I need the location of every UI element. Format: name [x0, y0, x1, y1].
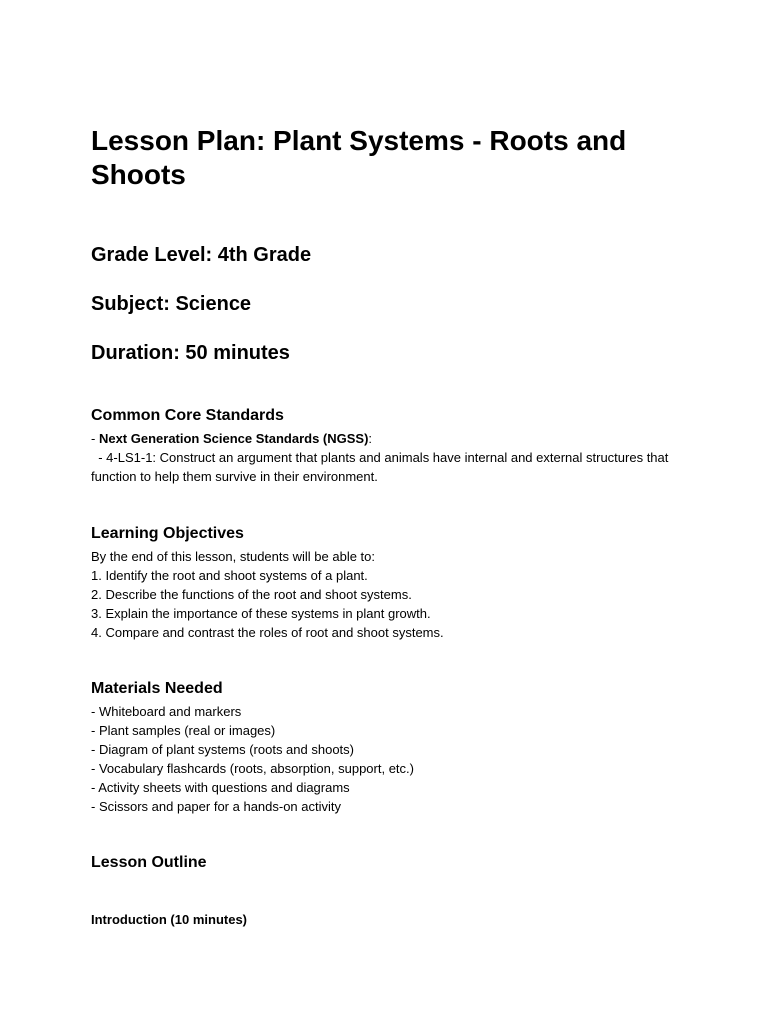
list-item: 4. Compare and contrast the roles of root and shoot systems.: [91, 625, 444, 640]
objectives-intro: By the end of this lesson, students will be able to:: [91, 549, 376, 564]
standards-name: Next Generation Science Standards (NGSS): [98, 431, 369, 446]
bullet-prefix: -: [91, 431, 99, 446]
list-item: - Scissors and paper for a hands-on activity: [91, 799, 342, 814]
list-item: - Plant samples (real or images): [91, 723, 276, 738]
standards-detail: - 4-LS1-1: Construct an argument that plants and animals have internal and external structures that function to help them survive in their environment.: [91, 450, 673, 484]
list-item: 1. Identify the root and shoot systems of a plant.: [91, 568, 368, 583]
materials-list: [91, 702, 691, 816]
subject: Subject: Science: [91, 293, 252, 315]
bullet-suffix: :: [368, 431, 373, 446]
grade-level: Grade Level: 4th Grade: [91, 244, 312, 266]
duration: Duration: 50 minutes: [91, 342, 290, 364]
standards-bullet: [91, 429, 691, 448]
list-item: 2. Describe the functions of the root and shoot systems.: [91, 587, 412, 602]
list-item: 3. Explain the importance of these systems in plant growth.: [91, 606, 431, 621]
list-item: - Vocabulary flashcards (roots, absorption, support, etc.): [91, 761, 414, 776]
objectives-heading: Learning Objectives: [91, 525, 244, 542]
list-item: - Whiteboard and markers: [91, 704, 242, 719]
objectives-list: [91, 547, 691, 642]
materials-heading: Materials Needed: [91, 680, 223, 697]
standards-heading: Common Core Standards: [91, 407, 284, 424]
page-title: Lesson Plan: Plant Systems - Roots and Shoots: [91, 125, 627, 190]
introduction-heading: Introduction (10 minutes): [91, 912, 247, 927]
outline-heading: Lesson Outline: [91, 854, 207, 871]
standards-content: [91, 429, 691, 486]
list-item: - Activity sheets with questions and diagrams: [91, 780, 350, 795]
list-item: - Diagram of plant systems (roots and shoots): [91, 742, 354, 757]
